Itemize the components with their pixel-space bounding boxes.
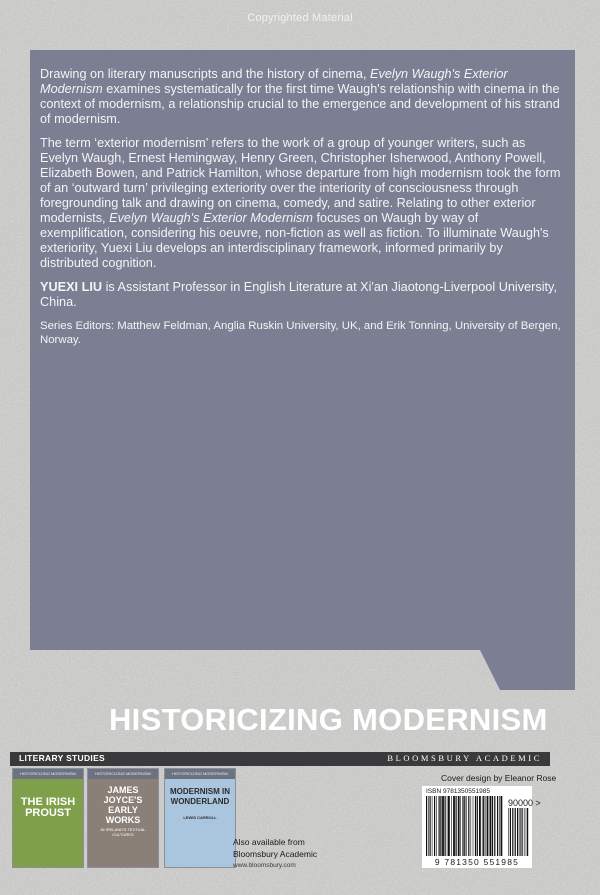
publisher-band xyxy=(10,752,550,766)
isbn-number: 9 781350 551985 xyxy=(422,857,532,867)
copyright-notice: Copyrighted Material xyxy=(247,12,353,24)
book-blurb xyxy=(40,67,562,356)
book-title: MODERNISM IN WONDERLAND xyxy=(170,787,230,806)
book-cover-modernism-wonderland[interactable]: HISTORICIZING MODERNISM MODERNISM IN WONDERLAND LEWIS CARROLL xyxy=(164,768,236,868)
book-cover-irish-proust[interactable]: HISTORICIZING MODERNISM THE IRISH PROUST xyxy=(12,768,84,868)
price-code: 90000 > xyxy=(508,798,541,808)
blurb-paragraph-1: Drawing on literary manuscripts and the history of cinema, Evelyn Waugh's Exterior Modernism examines systematically for the first time Waugh's relationship with cinema in the context of modernism, a relationship crucial to the emergence and development of his strand of modernism. xyxy=(40,67,560,126)
category-label: LITERARY STUDIES xyxy=(19,753,106,763)
book-cover-james-joyce[interactable]: HISTORICIZING MODERNISM JAMES JOYCE'S EARLY WORKS IN IRELAND'S TEXTUAL CULTURES xyxy=(87,768,159,868)
isbn-label: ISBN 9781350551985 xyxy=(426,788,490,795)
book-subtitle: IN IRELAND'S TEXTUAL CULTURES xyxy=(100,827,146,837)
book-title: THE IRISH PROUST xyxy=(20,796,76,819)
book-subtitle: LEWIS CARROLL xyxy=(183,815,217,820)
series-title: HISTORICIZING MODERNISM xyxy=(109,702,548,737)
book-title: JAMES JOYCE'S EARLY WORKS xyxy=(103,785,143,825)
publisher-url[interactable]: www.bloomsbury.com xyxy=(233,862,296,869)
publisher-name: BLOOMSBURY ACADEMIC xyxy=(387,753,542,763)
blurb-paragraph-2: The term ‘exterior modernism’ refers to the work of a group of younger writers, such as Evelyn Waugh, Ernest Hemingway, Henry Green, Christopher Isherwood, Anthony Powell, Elizabeth Bowen, and Patrick Hamilton, whose departure from high modernism took the form of an ‘outward turn’ privileging exteriority over the interiority of consciousness through foregrounding talk and drawing on cinema, comedy, and satire. Relating to other exterior modernists, Evelyn Waugh's Exterior Modernism focuses on Waugh by way of exemplification, considering his oeuvre, non-fiction as well as fiction. To illuminate Waugh's exteriority, Yuexi Liu develops an interdisciplinary framework, informed primarily by distributed cognition. xyxy=(40,136,561,270)
cover-design-credit: Cover design by Eleanor Rose xyxy=(441,773,557,783)
series-editors: Series Editors: Matthew Feldman, Anglia Ruskin University, UK, and Erik Tonning, University of Bergen, Norway. xyxy=(40,320,561,346)
also-available: Also available from Bloomsbury Academic www.bloomsbury.com xyxy=(233,836,353,872)
author-bio: YUEXI LIU is Assistant Professor in English Literature at Xi'an Jiaotong-Liverpool University, China. xyxy=(40,280,557,309)
